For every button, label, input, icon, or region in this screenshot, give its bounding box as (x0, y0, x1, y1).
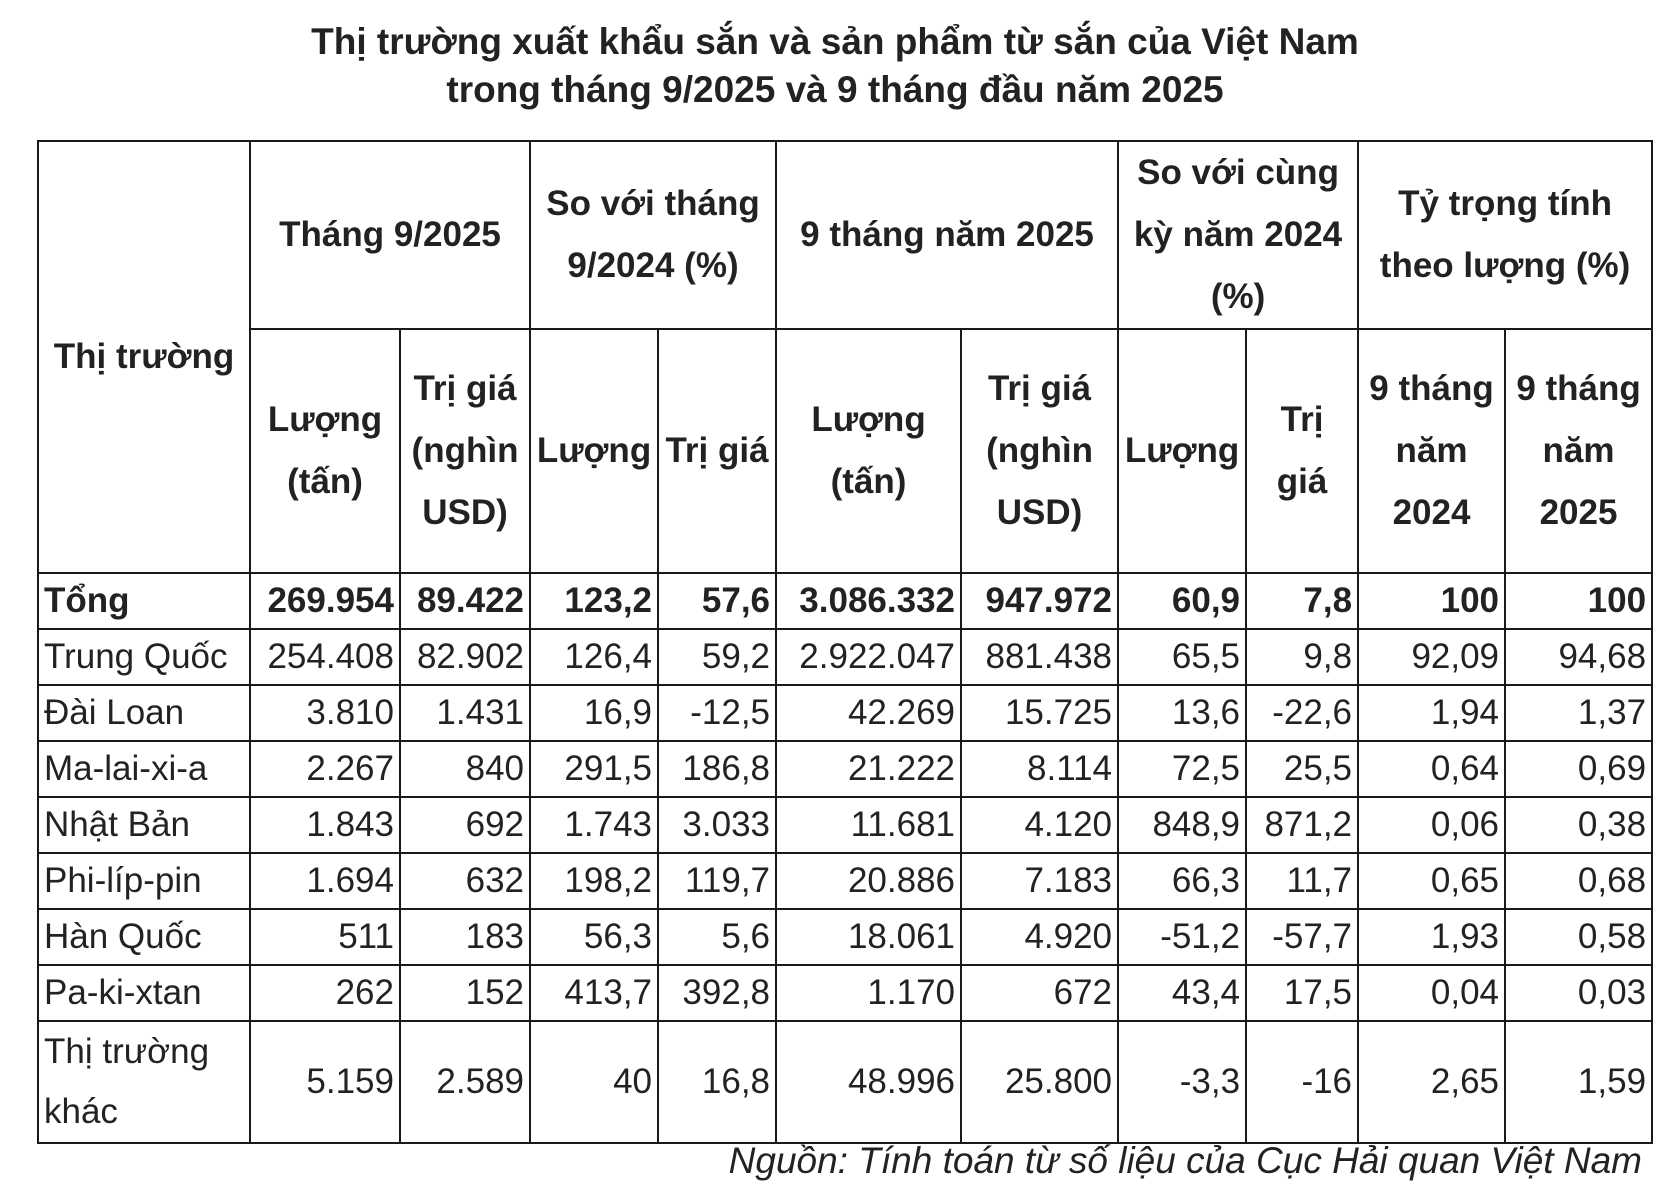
header-value: Trị giá (658, 329, 776, 573)
value-cell: 672 (961, 965, 1118, 1021)
value-cell: 291,5 (530, 741, 658, 797)
value-cell: 3.033 (658, 797, 776, 853)
market-name-cell: Hàn Quốc (38, 909, 250, 965)
value-cell: 17,5 (1246, 965, 1358, 1021)
value-cell: 1,94 (1358, 685, 1505, 741)
value-cell: 0,06 (1358, 797, 1505, 853)
value-cell: 186,8 (658, 741, 776, 797)
value-cell: 198,2 (530, 853, 658, 909)
value-cell: -22,6 (1246, 685, 1358, 741)
header-volume: Lượng (530, 329, 658, 573)
market-name-cell: Nhật Bản (38, 797, 250, 853)
header-value-thousand-usd: Trị giá (nghìn USD) (400, 329, 530, 573)
table-row (38, 909, 1652, 965)
value-cell: 2.922.047 (776, 629, 961, 685)
value-cell: 4.120 (961, 797, 1118, 853)
market-name-cell: Đài Loan (38, 685, 250, 741)
value-cell: 0,58 (1505, 909, 1652, 965)
value-cell: 1.431 (400, 685, 530, 741)
value-cell: 5.159 (250, 1021, 400, 1143)
value-cell: -51,2 (1118, 909, 1246, 965)
value-cell: 1,37 (1505, 685, 1652, 741)
table-row (38, 629, 1652, 685)
value-cell: 692 (400, 797, 530, 853)
value-cell: 254.408 (250, 629, 400, 685)
value-cell: -3,3 (1118, 1021, 1246, 1143)
value-cell: 59,2 (658, 629, 776, 685)
value-cell: 48.996 (776, 1021, 961, 1143)
header-share-9m-2024: 9 tháng năm 2024 (1358, 329, 1505, 573)
value-cell: 123,2 (530, 573, 658, 629)
value-cell: 0,69 (1505, 741, 1652, 797)
value-cell: 8.114 (961, 741, 1118, 797)
value-cell: 5,6 (658, 909, 776, 965)
value-cell: 20.886 (776, 853, 961, 909)
value-cell: 0,68 (1505, 853, 1652, 909)
value-cell: 42.269 (776, 685, 961, 741)
value-cell: 126,4 (530, 629, 658, 685)
table-row (38, 797, 1652, 853)
value-cell: 43,4 (1118, 965, 1246, 1021)
value-cell: 0,03 (1505, 965, 1652, 1021)
chart-title-line-2: trong tháng 9/2025 và 9 tháng đầu năm 2025 (446, 69, 1224, 110)
table-row (38, 853, 1652, 909)
value-cell: 25.800 (961, 1021, 1118, 1143)
market-name-cell: Thị trường khác (38, 1021, 250, 1143)
value-cell: 65,5 (1118, 629, 1246, 685)
value-cell: -57,7 (1246, 909, 1358, 965)
header-volume-tonnes-9m: Lượng (tấn) (776, 329, 961, 573)
header-volume-yoy: Lượng (1118, 329, 1246, 573)
value-cell: 119,7 (658, 853, 776, 909)
value-cell: 60,9 (1118, 573, 1246, 629)
header-vs-sep-2024: So với tháng 9/2024 (%) (530, 141, 776, 329)
header-volume-tonnes: Lượng (tấn) (250, 329, 400, 573)
value-cell: 89.422 (400, 573, 530, 629)
value-cell: 16,9 (530, 685, 658, 741)
header-value-thousand-usd-9m: Trị giá (nghìn USD) (961, 329, 1118, 573)
value-cell: 57,6 (658, 573, 776, 629)
value-cell: 871,2 (1246, 797, 1358, 853)
market-name-cell: Pa-ki-xtan (38, 965, 250, 1021)
value-cell: 947.972 (961, 573, 1118, 629)
chart-title-line-1: Thị trường xuất khẩu sắn và sản phẩm từ sắn của Việt Nam (311, 21, 1359, 62)
value-cell: 881.438 (961, 629, 1118, 685)
value-cell: 7.183 (961, 853, 1118, 909)
value-cell: 92,09 (1358, 629, 1505, 685)
value-cell: 1.694 (250, 853, 400, 909)
value-cell: 1.843 (250, 797, 400, 853)
source-note: Nguồn: Tính toán từ số liệu của Cục Hải quan Việt Nam (728, 1140, 1642, 1181)
value-cell: 392,8 (658, 965, 776, 1021)
value-cell: 25,5 (1246, 741, 1358, 797)
value-cell: 72,5 (1118, 741, 1246, 797)
value-cell: 4.920 (961, 909, 1118, 965)
export-market-table (37, 140, 1653, 1144)
value-cell: 1.743 (530, 797, 658, 853)
value-cell: 40 (530, 1021, 658, 1143)
value-cell: 100 (1505, 573, 1652, 629)
market-name-cell: Ma-lai-xi-a (38, 741, 250, 797)
value-cell: 9,8 (1246, 629, 1358, 685)
value-cell: 511 (250, 909, 400, 965)
value-cell: 0,65 (1358, 853, 1505, 909)
value-cell: 82.902 (400, 629, 530, 685)
value-cell: 11,7 (1246, 853, 1358, 909)
value-cell: -12,5 (658, 685, 776, 741)
value-cell: 152 (400, 965, 530, 1021)
header-vs-same-period-2024: So với cùng kỳ năm 2024 (%) (1118, 141, 1358, 329)
value-cell: 183 (400, 909, 530, 965)
value-cell: -16 (1246, 1021, 1358, 1143)
value-cell: 848,9 (1118, 797, 1246, 853)
value-cell: 56,3 (530, 909, 658, 965)
header-share-9m-2025: 9 tháng năm 2025 (1505, 329, 1652, 573)
value-cell: 66,3 (1118, 853, 1246, 909)
value-cell: 7,8 (1246, 573, 1358, 629)
table-row (38, 1021, 1652, 1143)
value-cell: 2.589 (400, 1021, 530, 1143)
header-sep-2025: Tháng 9/2025 (250, 141, 530, 329)
value-cell: 2,65 (1358, 1021, 1505, 1143)
header-share-by-volume: Tỷ trọng tính theo lượng (%) (1358, 141, 1652, 329)
value-cell: 21.222 (776, 741, 961, 797)
value-cell: 16,8 (658, 1021, 776, 1143)
value-cell: 1,93 (1358, 909, 1505, 965)
market-name-cell: Trung Quốc (38, 629, 250, 685)
table-row (38, 741, 1652, 797)
value-cell: 0,04 (1358, 965, 1505, 1021)
value-cell: 269.954 (250, 573, 400, 629)
table-row-total (38, 573, 1652, 629)
value-cell: 840 (400, 741, 530, 797)
value-cell: 2.267 (250, 741, 400, 797)
table-body (38, 573, 1652, 1143)
value-cell: 18.061 (776, 909, 961, 965)
table-row (38, 965, 1652, 1021)
header-market: Thị trường (38, 141, 250, 573)
value-cell: 94,68 (1505, 629, 1652, 685)
value-cell: 15.725 (961, 685, 1118, 741)
market-name-cell: Tổng (38, 573, 250, 629)
table-row (38, 685, 1652, 741)
value-cell: 632 (400, 853, 530, 909)
value-cell: 413,7 (530, 965, 658, 1021)
value-cell: 100 (1358, 573, 1505, 629)
chart-title (0, 18, 1670, 114)
value-cell: 3.086.332 (776, 573, 961, 629)
market-name-cell: Phi-líp-pin (38, 853, 250, 909)
value-cell: 11.681 (776, 797, 961, 853)
value-cell: 3.810 (250, 685, 400, 741)
value-cell: 0,64 (1358, 741, 1505, 797)
value-cell: 13,6 (1118, 685, 1246, 741)
value-cell: 0,38 (1505, 797, 1652, 853)
value-cell: 262 (250, 965, 400, 1021)
value-cell: 1.170 (776, 965, 961, 1021)
value-cell: 1,59 (1505, 1021, 1652, 1143)
header-9-months-2025: 9 tháng năm 2025 (776, 141, 1118, 329)
header-value-yoy: Trị giá (1246, 329, 1358, 573)
